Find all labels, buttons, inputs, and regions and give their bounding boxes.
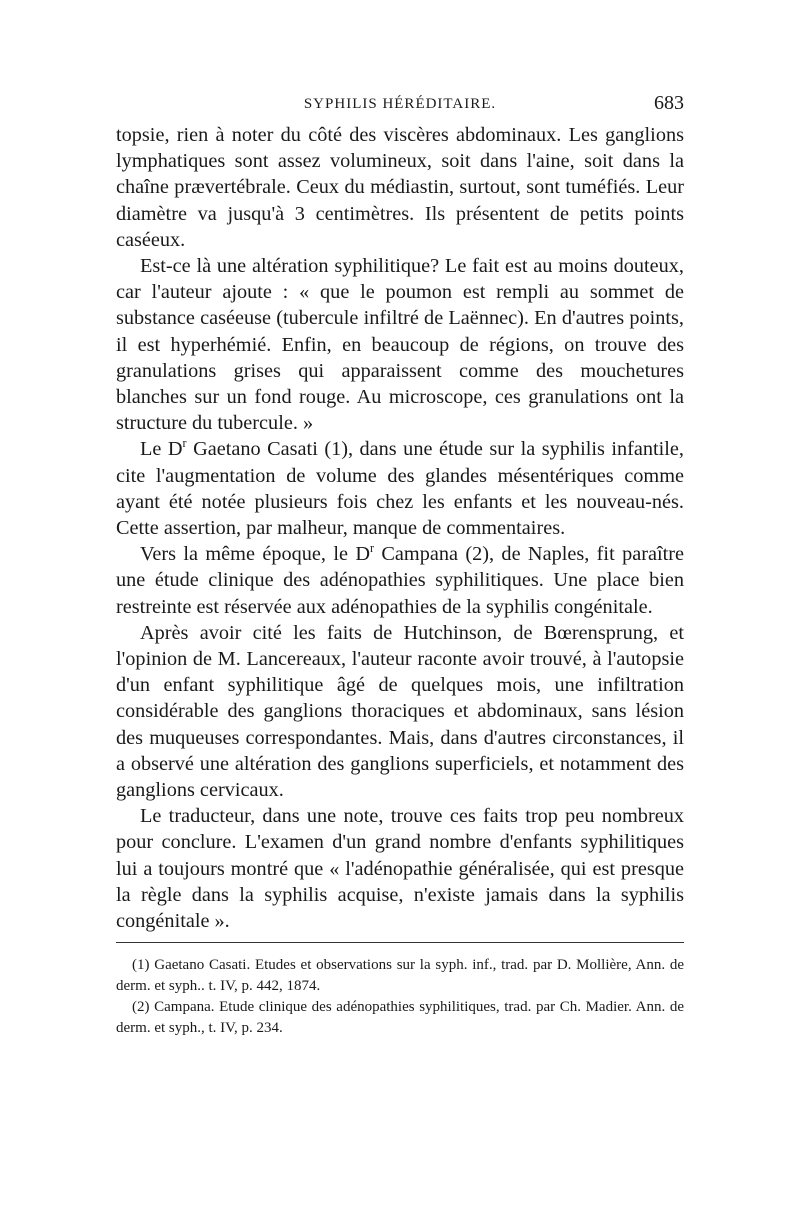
footnote-2: (2) Campana. Etude clinique des adénopathies syphilitiques, trad. par Ch. Madier. Ann. de derm. et syph., t. IV, p. 234.: [116, 999, 684, 1037]
paragraph-3: [116, 436, 684, 541]
doctor-superscript: r: [182, 436, 187, 451]
paragraph-4-rest: Campana (2), de Naples, fit paraître une étude clinique des adénopathies syphilitiques. Une place bien restreinte est réservée aux adénopathies de la syphilis congénitale.: [116, 543, 684, 618]
footnotes: [116, 955, 684, 1039]
paragraph-5: Après avoir cité les faits de Hutchinson, de Bœrensprung, et l'opinion de M. Lancereaux, l'auteur raconte avoir trouvé, à l'autopsie d'un enfant syphilitique âgé de quelques mois, une infiltration considérable des ganglions thoraciques et abdominaux, sans lésion des muqueuses correspondantes. Mais, dans d'autres circonstances, il a observé une altération des ganglions superficiels, et notamment des ganglions cervicaux.: [116, 621, 684, 802]
paragraph-6: Le traducteur, dans une note, trouve ces faits trop peu nombreux pour conclure. L'examen d'un grand nombre d'enfants syphilitiques lui a toujours montré que « l'adénopathie généralisée, qui est presque la règle dans la syphilis acquise, n'existe jamais dans la syphilis congénitale ».: [116, 805, 684, 933]
body-text: [116, 122, 684, 934]
paragraph-4: [116, 541, 684, 620]
doctor-superscript: r: [369, 541, 375, 556]
paragraph-4-start: Vers la même époque, le D: [140, 543, 370, 566]
page-number: 683: [654, 92, 684, 114]
paragraph-3-start: Le D: [140, 438, 183, 461]
paragraph-3-rest: Gaetano Casati (1), dans une étude sur la syphilis infantile, cite l'augmentation de volume des glandes mésentériques comme ayant été notée plusieurs fois chez les enfants et les nouveau-nés. Cette assertion, par malheur, manque de commentaires.: [116, 438, 685, 540]
book-page: [116, 92, 684, 1039]
running-title: SYPHILIS HÉRÉDITAIRE.: [303, 96, 497, 112]
paragraph-1: topsie, rien à noter du côté des viscères abdominaux. Les ganglions lymphatiques sont assez volumineux, soit dans l'aine, soit dans la chaîne prævertébrale. Ceux du médiastin, surtout, sont tuméfiés. Leur diamètre va jusqu'à 3 centimètres. Ils présentent de petits points caséeux.: [116, 124, 684, 251]
footnote-1: (1) Gaetano Casati. Etudes et observations sur la syph. inf., trad. par D. Mollière, Ann. de derm. et syph.. t. IV, p. 442, 1874.: [116, 957, 684, 995]
footnote-rule: [116, 942, 684, 943]
paragraph-2: Est-ce là une altération syphilitique? Le fait est au moins douteux, car l'auteur ajoute : « que le poumon est rempli au sommet de substance caséeuse (tubercule infiltré de Laënnec). En d'autres points, il est hyperhémié. Enfin, en beaucoup de régions, on trouve des granulations grises qui apparaissent comme des mouchetures blanches sur un fond rouge. Au microscope, ces granulations ont la structure du tubercule. »: [116, 255, 684, 435]
running-head: [116, 92, 684, 122]
